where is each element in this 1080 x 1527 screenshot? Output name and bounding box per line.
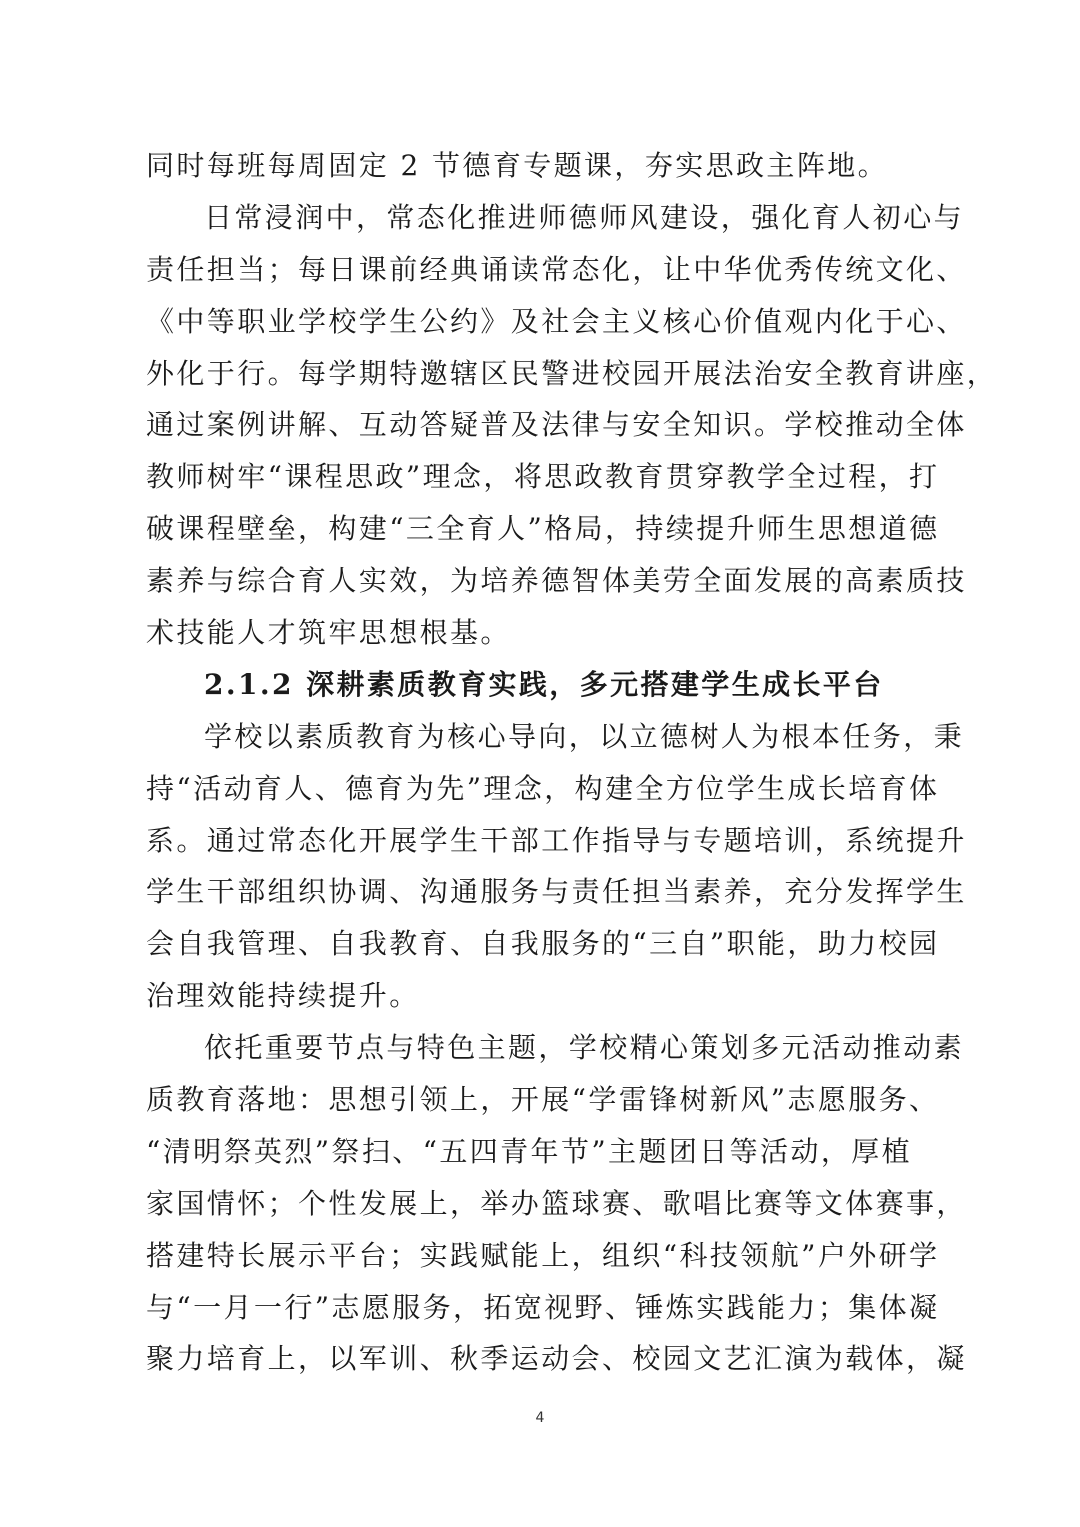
text-line: 家国情怀；个性发展上，举办篮球赛、歌唱比赛等文体赛事， [146,1186,967,1220]
text-line: 素养与综合育人实效，为培养德智体美劳全面发展的高素质技 [146,564,967,598]
text-line: 质教育落地：思想引领上，开展“学雷锋树新风”志愿服务、 [146,1083,940,1117]
text-line: 术技能人才筑牢思想根基。 [146,616,511,650]
paragraph-start-line: 依托重要节点与特色主题，学校精心策划多元活动推动素 [204,1031,965,1065]
text-line: 系。通过常态化开展学生干部工作指导与专题培训，系统提升 [146,823,967,857]
text-line: 与“一月一行”志愿服务，拓宽视野、锤炼实践能力；集体凝 [146,1290,940,1324]
text-line: “清明祭英烈”祭扫、“五四青年节”主题团日等活动，厚植 [146,1134,913,1168]
text-line: 外化于行。每学期特邀辖区民警进校园开展法治安全教育讲座， [146,356,998,390]
paragraph-start-line: 日常浸润中，常态化推进师德师风建设，强化育人初心与 [204,200,965,234]
text-line: 责任担当；每日课前经典诵读常态化，让中华优秀传统文化、 [146,252,967,286]
document-body [146,140,998,1385]
text-line: 搭建特长展示平台；实践赋能上，组织“科技领航”户外研学 [146,1238,940,1272]
text-line: 《中等职业学校学生公约》及社会主义核心价值观内化于心、 [146,304,967,338]
text-line: 治理效能持续提升。 [146,979,420,1013]
paragraph-start-line: 学校以素质教育为核心导向，以立德树人为根本任务，秉 [204,719,965,753]
page-number: 4 [535,1410,545,1426]
text-line: 会自我管理、自我教育、自我服务的“三自”职能，助力校园 [146,927,940,961]
text-line: 聚力培育上，以军训、秋季运动会、校园文艺汇演为载体，凝 [146,1342,967,1376]
text-line: 教师树牢“课程思政”理念，将思政教育贯穿教学全过程，打 [146,460,940,494]
text-line: 持“活动育人、德育为先”理念，构建全方位学生成长培育体 [146,771,940,805]
text-line: 学生干部组织协调、沟通服务与责任担当素养，充分发挥学生 [146,875,967,909]
text-line: 破课程壁垒，构建“三全育人”格局，持续提升师生思想道德 [146,512,940,546]
text-line: 同时每班每周固定 2 节德育专题课，夯实思政主阵地。 [146,149,889,182]
text-line: 通过案例讲解、互动答疑普及法律与安全知识。学校推动全体 [146,408,967,442]
section-heading: 2.1.2 深耕素质教育实践，多元搭建学生成长平台 [204,667,884,701]
